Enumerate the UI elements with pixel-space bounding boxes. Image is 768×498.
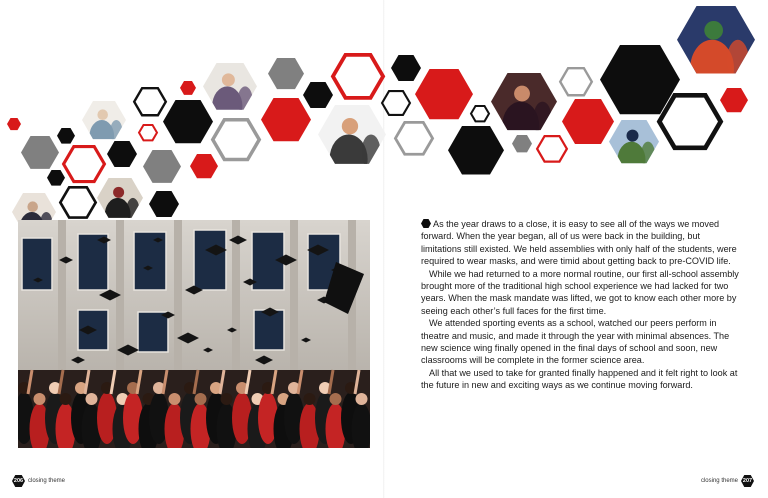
hexagon-filled-gray xyxy=(268,58,304,89)
body-paragraph-3: We attended sporting events as a school, watched our peers perform in theatre and music, and made it through the year with minimal absences. The new science wing finally opened in the final days of school and soon, new classrooms will be complete in the former science area. xyxy=(421,318,730,366)
hexagon-photo-teacher-in-classroom xyxy=(82,101,126,139)
hexagon-photo-wrestling-match xyxy=(677,6,755,74)
hexagon-filled-red xyxy=(415,69,473,119)
body-copy xyxy=(421,218,739,392)
hexagon-outline-gray xyxy=(211,118,261,161)
page-number: 207 xyxy=(742,478,753,484)
hexagon-photo-sports-field xyxy=(609,120,659,163)
folio-label: closing theme xyxy=(700,478,738,484)
hexagon-outline-gray xyxy=(559,67,593,96)
folio-label: closing theme xyxy=(28,478,66,484)
body-paragraph-4: All that we used to take for granted finally happened and it felt right to look at the future in new and exciting ways as we continue moving forward. xyxy=(421,367,738,391)
page-number: 206 xyxy=(13,478,24,484)
hexagon-filled-black xyxy=(448,126,504,174)
hexagon-outline-red xyxy=(138,124,158,141)
hexagon-filled-black xyxy=(149,191,179,217)
hexagon-outline-black xyxy=(657,93,723,150)
page-number-badge xyxy=(12,475,25,487)
hexagon-outline-black xyxy=(470,105,490,122)
hexagon-filled-red xyxy=(7,118,21,130)
page-number-badge xyxy=(741,475,754,487)
hexagon-filled-black xyxy=(57,128,75,144)
hexagon-photo-graduates-seated xyxy=(97,178,143,218)
hexagon-bullet-icon xyxy=(421,219,431,228)
hexagon-filled-gray xyxy=(143,150,181,183)
body-paragraph-2: While we had returned to a more normal routine, our first all-school assembly brought more of the traditional high school experience we had lacked for two years. When the mask mandate was lifted, we got to know each other more by seeing each other’s full faces for the first time. xyxy=(421,268,739,316)
hexagon-filled-red xyxy=(180,81,196,95)
hexagon-outline-black xyxy=(381,90,411,116)
folio-right xyxy=(701,475,754,487)
hexagon-filled-gray xyxy=(21,136,59,169)
hexagon-outline-gray xyxy=(394,121,434,156)
hexagon-photo-student-doing-lab-work xyxy=(318,105,386,164)
graduation-photo-illustration xyxy=(18,220,370,448)
hexagon-filled-gray xyxy=(512,135,532,152)
hexagon-filled-red xyxy=(720,88,748,112)
hexagon-photo-theatre-performers xyxy=(491,73,557,130)
body-paragraph-1: As the year draws to a close, it is easy to see all of the ways we moved forward. When the year began, all of us were back in the building, but limitations still existed. We held assemblies with only half of the students, were required to wear masks, and were timid about getting back to pre-COVID life. xyxy=(421,219,737,267)
folio-left xyxy=(12,475,65,487)
hexagon-outline-red xyxy=(331,53,385,100)
hexagon-photo-student-with-phone xyxy=(203,63,257,110)
hexagon-outline-black xyxy=(59,186,97,219)
hero-photo-graduation xyxy=(18,220,370,448)
hexagon-outline-black xyxy=(133,87,167,116)
hexagon-filled-black xyxy=(47,170,65,186)
hexagon-filled-black xyxy=(107,141,137,167)
